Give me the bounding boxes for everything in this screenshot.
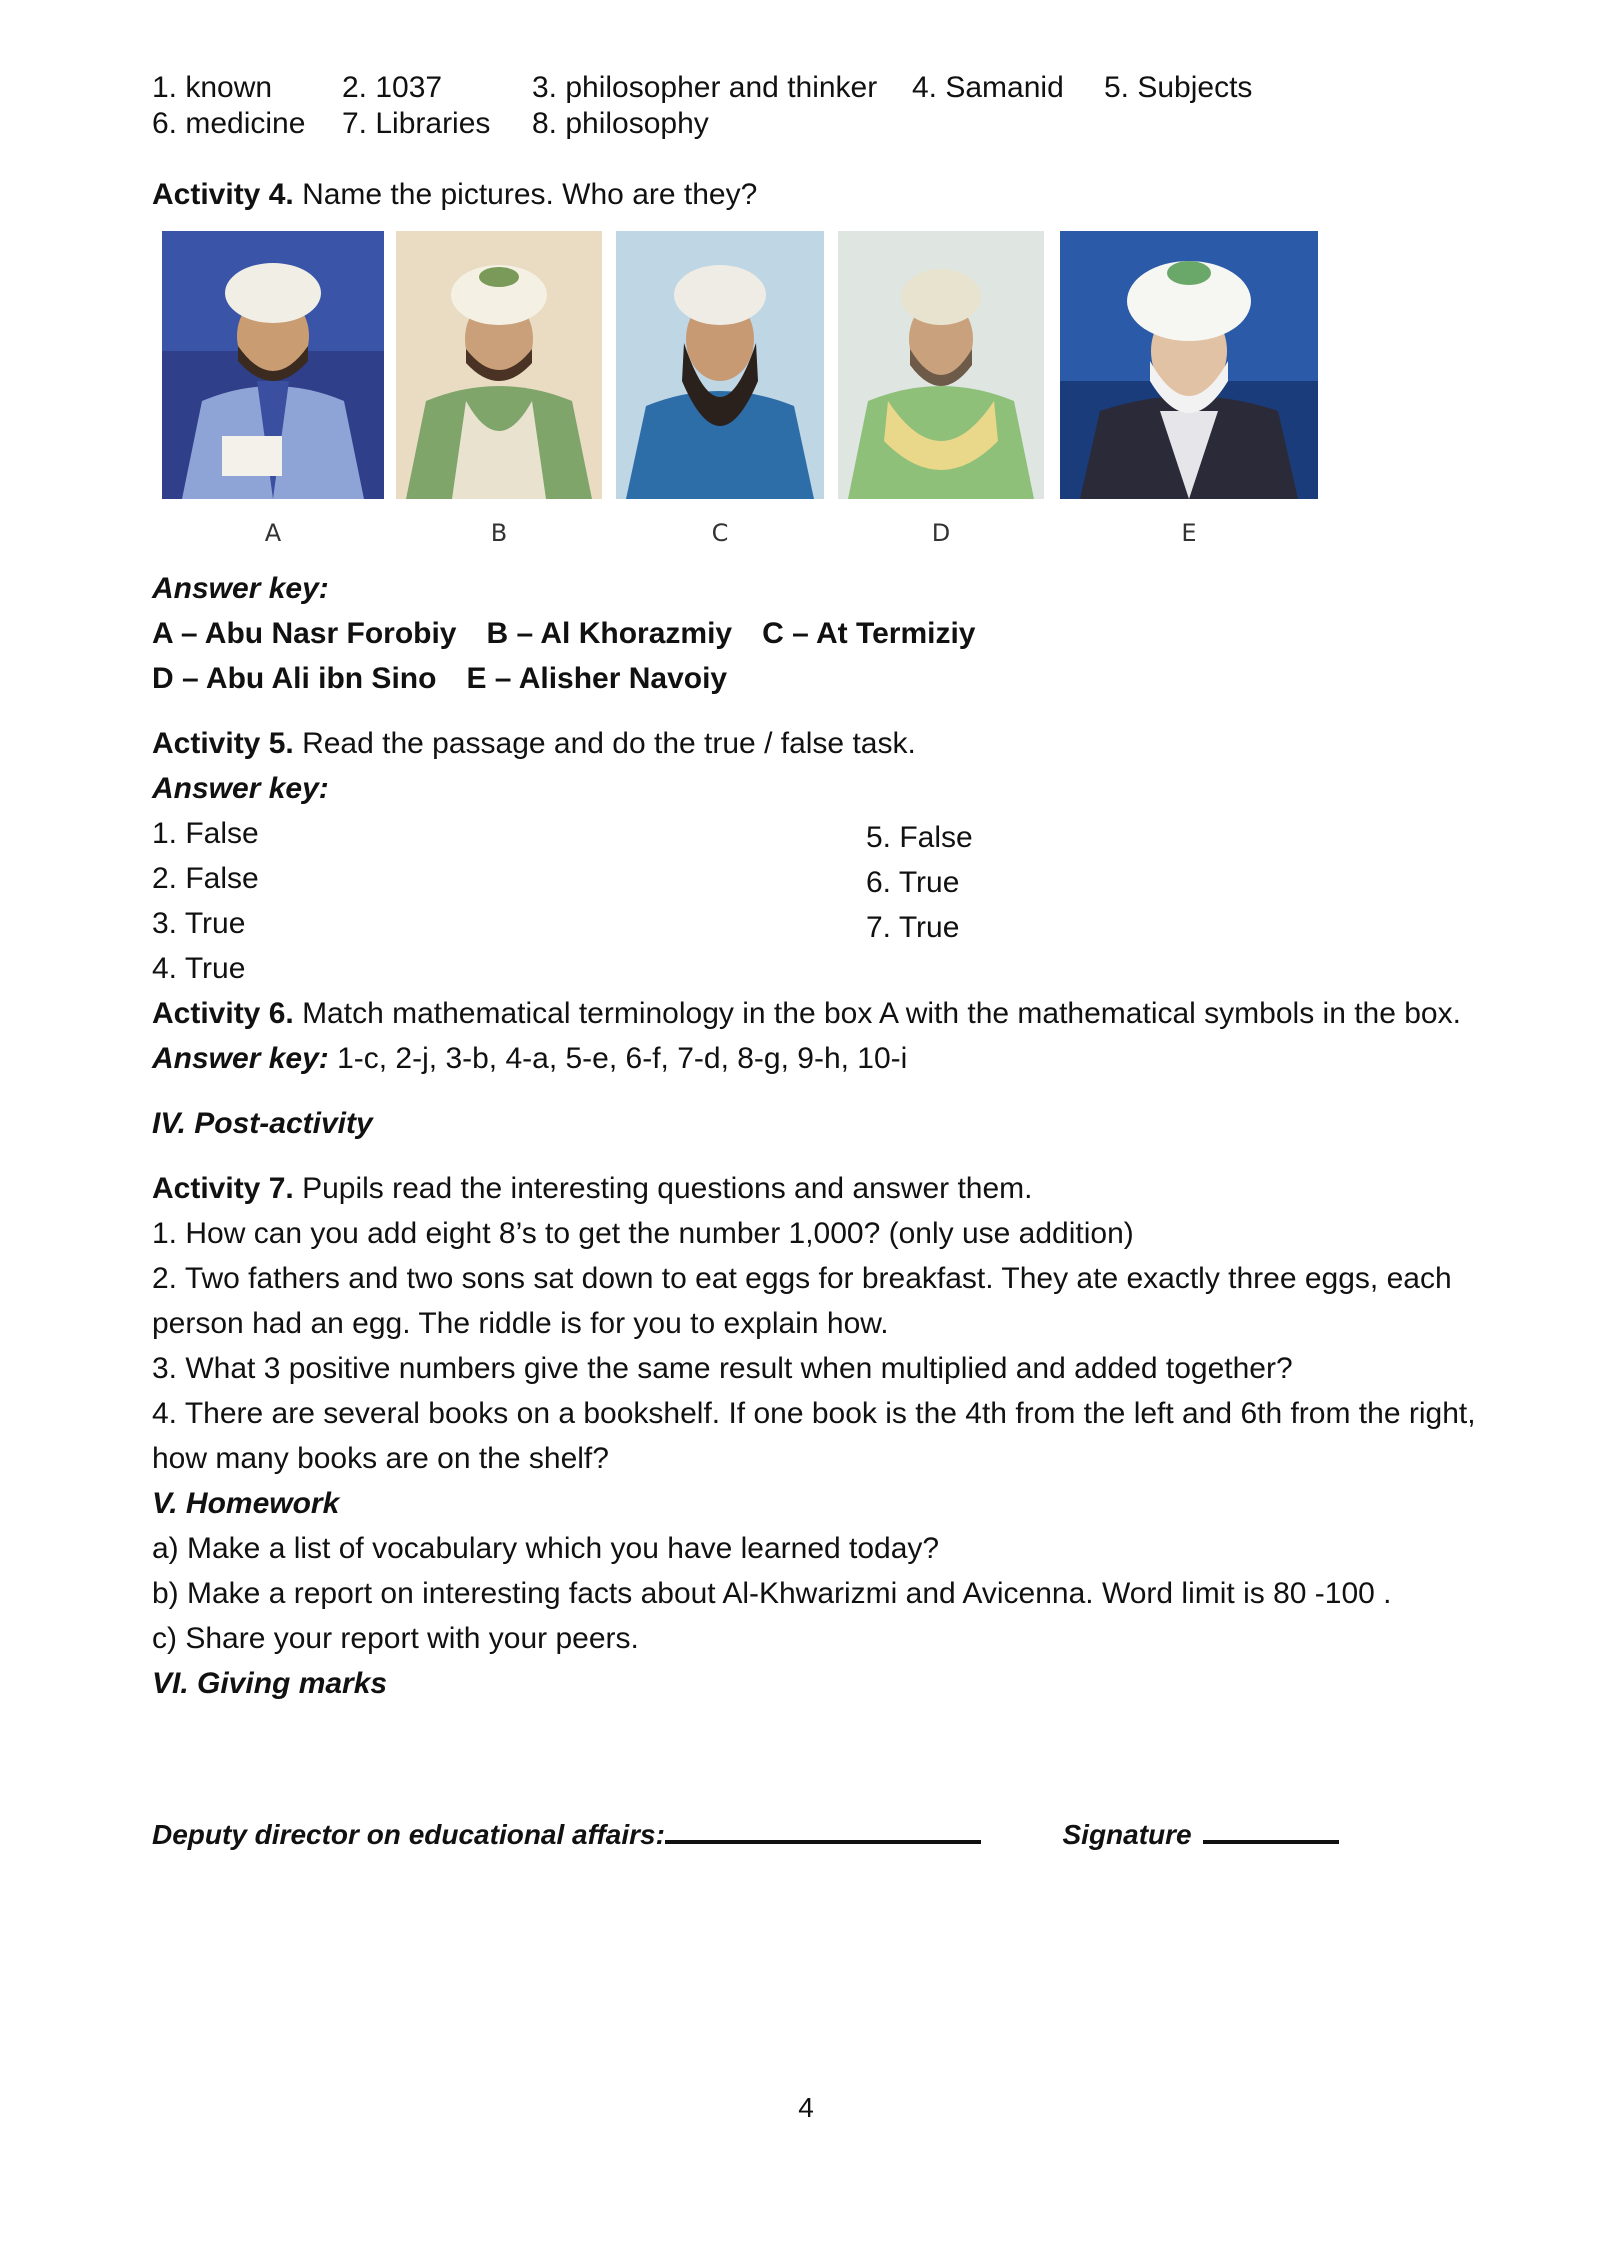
deputy-signature-line xyxy=(665,1814,981,1844)
portrait-a xyxy=(162,231,384,499)
deputy-director-label: Deputy director on educational affairs: xyxy=(152,1819,665,1850)
portrait-label-d: D xyxy=(931,519,951,547)
question-2-line-2: person had an egg. The riddle is for you to explain how. xyxy=(152,1307,889,1340)
giving-marks-heading: VI. Giving marks xyxy=(152,1667,388,1700)
vocab-item: 8. philosophy xyxy=(532,107,709,140)
portrait-gallery xyxy=(152,231,1472,566)
tf-answer-1: 1. False xyxy=(152,817,259,850)
vocab-item: 2. 1037 xyxy=(342,71,443,104)
activity-6-answer-key-label: Answer key: xyxy=(152,1042,329,1075)
question-4-line-1: 4. There are several books on a bookshelf. If one book is the 4th from the left and 6th from the right, xyxy=(152,1397,1476,1430)
portrait-a-image xyxy=(162,231,384,499)
vocab-row-2 xyxy=(152,106,1472,142)
vocab-item: 6. medicine xyxy=(152,107,306,140)
vocab-row-1 xyxy=(152,70,1472,106)
portrait-b-image xyxy=(396,231,602,499)
portrait-d-image xyxy=(838,231,1044,499)
activity-5-heading xyxy=(152,721,1472,766)
portrait-label-e: E xyxy=(1181,519,1197,547)
tf-answer-6: 6. True xyxy=(866,866,960,899)
activity-4-text: Name the pictures. Who are they? xyxy=(293,178,758,211)
activity-5-label: Activity 5. xyxy=(152,727,294,760)
vocab-item: 4. Samanid xyxy=(912,71,1064,104)
homework-item-b: b) Make a report on interesting facts about Al-Khwarizmi and Avicenna. Word limit is 80 -100 . xyxy=(152,1577,1392,1610)
activity-6-heading xyxy=(152,991,1472,1036)
page-number: 4 xyxy=(798,2092,814,2123)
tf-answer-2: 2. False xyxy=(152,862,259,895)
tf-answer-5: 5. False xyxy=(866,821,973,854)
activity-6-text: Match mathematical terminology in the box A with the mathematical symbols in the box. xyxy=(293,997,1461,1030)
portrait-e-image xyxy=(1060,231,1318,499)
activity-7-heading xyxy=(152,1166,1472,1211)
signature-row xyxy=(152,1814,1472,1854)
vocab-item: 3. philosopher and thinker xyxy=(532,71,878,104)
activity-5-left-column xyxy=(152,811,1472,991)
activity-4-answers-line-1 xyxy=(152,611,1472,656)
activity-5-answers xyxy=(152,811,1472,991)
answer-b: B – Al Khorazmiy xyxy=(486,617,733,650)
answer-d: D – Abu Ali ibn Sino xyxy=(152,662,437,695)
signature-label: Signature xyxy=(1062,1819,1192,1850)
tf-answer-7: 7. True xyxy=(866,911,960,944)
post-activity-heading: IV. Post-activity xyxy=(152,1107,373,1140)
question-2-line-1: 2. Two fathers and two sons sat down to eat eggs for breakfast. They ate exactly three eggs, each xyxy=(152,1262,1452,1295)
question-3: 3. What 3 positive numbers give the same result when multiplied and added together? xyxy=(152,1352,1293,1385)
portrait-label-c: C xyxy=(711,519,729,547)
activity-4-label: Activity 4. xyxy=(152,178,294,211)
homework-item-a: a) Make a list of vocabulary which you have learned today? xyxy=(152,1532,940,1565)
tf-answer-4: 4. True xyxy=(152,952,246,985)
activity-6-answer-text: 1-c, 2-j, 3-b, 4-a, 5-e, 6-f, 7-d, 8-g, 9-h, 10-i xyxy=(328,1042,908,1075)
document-page xyxy=(152,70,1476,1854)
portrait-e xyxy=(1060,231,1318,499)
activity-5-right-column xyxy=(866,815,973,950)
homework-heading: V. Homework xyxy=(152,1487,340,1520)
portrait-b xyxy=(396,231,602,499)
question-4-line-2: how many books are on the shelf? xyxy=(152,1442,609,1475)
activity-4-answers-line-2 xyxy=(152,656,1472,701)
activity-7-text: Pupils read the interesting questions and answer them. xyxy=(293,1172,1033,1205)
vocab-item: 5. Subjects xyxy=(1104,71,1253,104)
activity-5-answer-key-label: Answer key: xyxy=(152,772,329,805)
portrait-label-b: B xyxy=(490,519,508,547)
activity-5-text: Read the passage and do the true / false task. xyxy=(293,727,916,760)
activity-6-answer xyxy=(152,1036,1472,1081)
activity-7-label: Activity 7. xyxy=(152,1172,294,1205)
portrait-label-a: A xyxy=(264,519,282,547)
answer-e: E – Alisher Navoiy xyxy=(466,662,728,695)
answer-a: A – Abu Nasr Forobiy xyxy=(152,617,457,650)
activity-6-label: Activity 6. xyxy=(152,997,294,1030)
question-1: 1. How can you add eight 8’s to get the number 1,000? (only use addition) xyxy=(152,1217,1134,1250)
homework-item-c: c) Share your report with your peers. xyxy=(152,1622,639,1655)
answer-c: C – At Termiziy xyxy=(762,617,976,650)
activity-4-answer-key-label: Answer key: xyxy=(152,572,329,605)
tf-answer-3: 3. True xyxy=(152,907,246,940)
activity-4-heading xyxy=(152,172,1472,217)
vocab-item: 1. known xyxy=(152,71,273,104)
signature-line xyxy=(1203,1814,1339,1844)
portrait-d xyxy=(838,231,1044,499)
portrait-c-image xyxy=(616,231,824,499)
vocab-item: 7. Libraries xyxy=(342,107,491,140)
portrait-c xyxy=(616,231,824,499)
